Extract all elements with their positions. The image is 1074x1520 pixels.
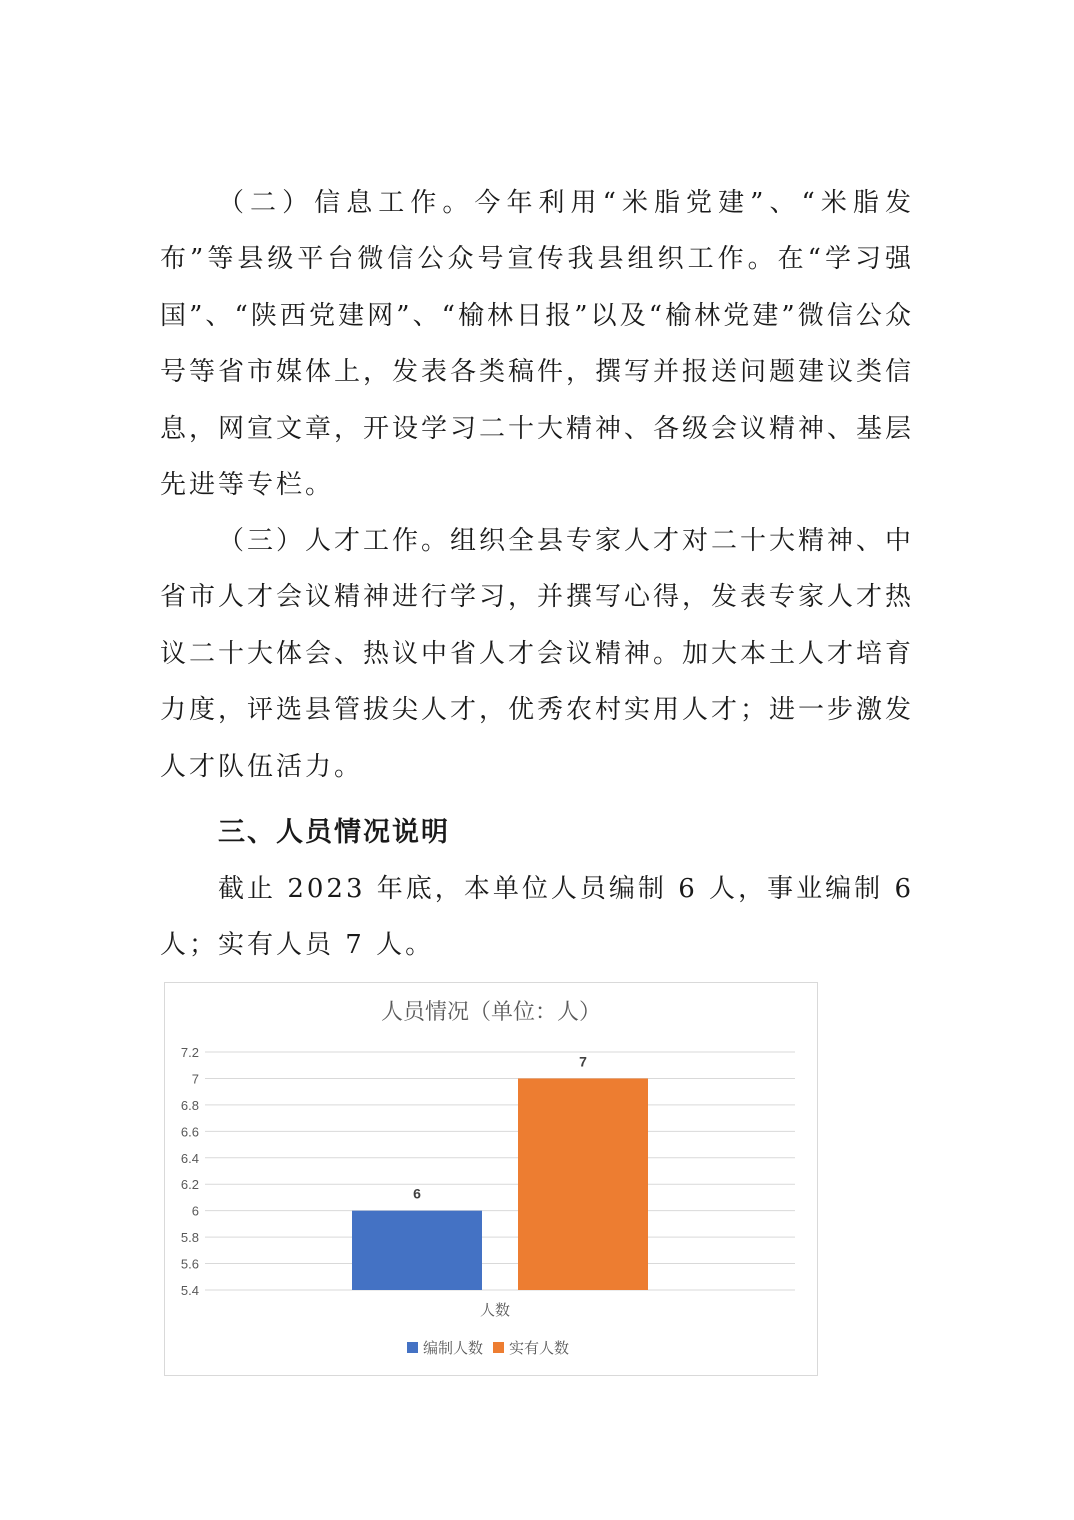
data-label: 6 [413,1185,421,1202]
paragraph-talent-work: （三）人才工作。组织全县专家人才对二十大精神、中省市人才会议精神进行学习，并撰写心得，发表专家人才热议二十大体会、热议中省人才会议精神。加大本土人才培育力度，评选县管拔尖人才，优秀农村实用人才；进一步激发人才队伍活力。 [160,526,915,782]
legend-label: 编制人数 [423,1340,484,1357]
y-tick-label: 5.6 [180,1256,199,1272]
y-tick-label: 5.8 [180,1230,199,1246]
y-tick-label: 6 [191,1203,199,1219]
legend-swatch [493,1342,504,1353]
section-heading: 三、人员情况说明 [218,817,450,848]
data-label: 7 [579,1053,587,1070]
y-tick-label: 6.2 [180,1177,199,1193]
paragraph-staff-summary: 截止 2023 年底，本单位人员编制 6 人，事业编制 6 人；实有人员 7 人。 [160,874,914,961]
x-category-label: 人数 [479,1302,511,1319]
legend-swatch [407,1342,418,1353]
y-tick-label: 7.2 [180,1045,199,1060]
y-tick-label: 5.4 [180,1283,199,1298]
y-tick-label: 6.8 [180,1097,199,1113]
y-tick-label: 6.4 [180,1150,199,1166]
bar-authorized [352,1211,482,1290]
paragraph-info-work: （二）信息工作。今年利用“米脂党建”、“米脂发布”等县级平台微信公众号宣传我县组织工作。在“学习强国”、“陕西党建网”、“榆林日报”以及“榆林党建”微信公众号等省市媒体上，发表各类稿件，撰写并报送问题建议类信息，网宣文章，开设学习二十大精神、各级会议精神、基层先进等专栏。 [160,188,915,501]
chart-title: 人员情况（单位：人） [380,999,602,1024]
staff-chart [164,982,818,1376]
y-tick-label: 7 [191,1071,199,1087]
y-tick-label: 6.6 [180,1124,199,1140]
chart-canvas [165,983,817,1375]
bar-actual [518,1078,648,1290]
legend-label: 实有人数 [509,1340,570,1357]
